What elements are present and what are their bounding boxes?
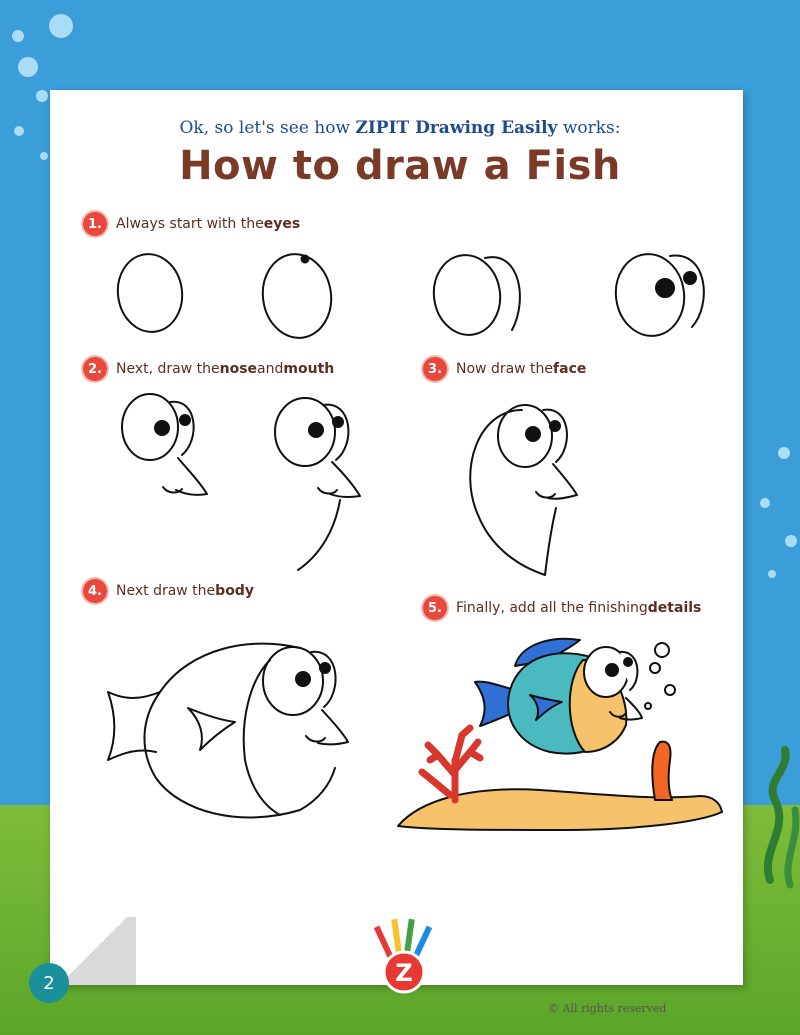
zipit-logo (374, 915, 434, 1010)
intro-subtitle: Ok, so let's see how ZIPIT Drawing Easily works: (179, 118, 621, 138)
page-title: How to draw a Fish (179, 143, 621, 189)
svg-text:Z: Z (395, 959, 413, 987)
step-5-label: 5. Finally, add all the finishing details (423, 596, 701, 620)
copyright-notice: © All rights reserved (548, 1002, 667, 1015)
eye-sketch-3 (429, 251, 520, 339)
step-3-label: 3. Now draw the face (423, 357, 586, 381)
finished-fish-scene (398, 639, 722, 830)
step-2-label: 2. Next, draw the nose and mouth (83, 357, 334, 381)
step-number-badge: 2. (83, 357, 107, 381)
eye-sketch-4 (611, 250, 704, 341)
eye-sketch-1 (113, 250, 187, 336)
step-4-label: 4. Next draw the body (83, 579, 254, 603)
nose-mouth-sketch-1 (122, 394, 207, 495)
step-1-label: 1. Always start with the eyes (83, 212, 300, 236)
step-number-badge: 5. (423, 596, 447, 620)
nose-mouth-sketch-2 (275, 398, 360, 570)
step-number-badge: 1. (83, 212, 107, 236)
eye-sketch-2 (257, 250, 336, 343)
page-number-badge: 2 (29, 963, 69, 1003)
body-sketch (108, 644, 348, 818)
step-number-badge: 4. (83, 579, 107, 603)
brand-name: ZIPIT Drawing Easily (355, 118, 558, 138)
face-sketch (470, 405, 577, 575)
step-number-badge: 3. (423, 357, 447, 381)
